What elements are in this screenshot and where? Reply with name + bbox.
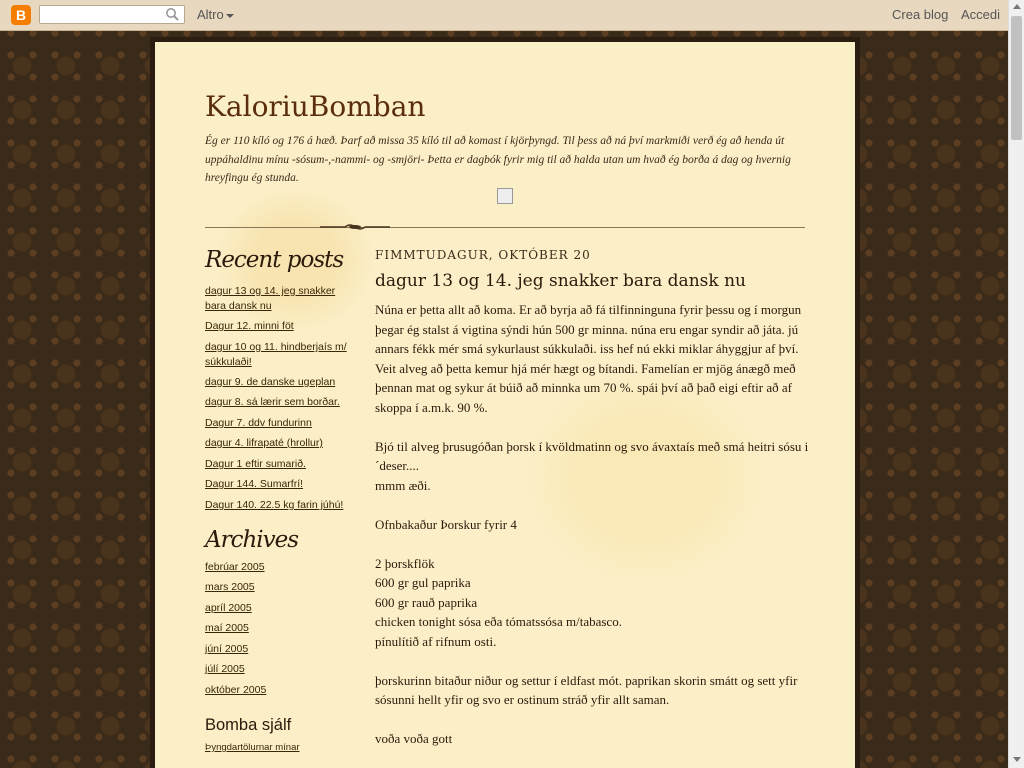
divider-ornament-icon bbox=[320, 223, 390, 231]
post-blank-line bbox=[375, 495, 815, 515]
archive-link[interactable]: júní 2005 bbox=[205, 643, 249, 655]
archive-link[interactable]: maí 2005 bbox=[205, 622, 249, 634]
archive-link[interactable]: mars 2005 bbox=[205, 581, 255, 593]
post-blank-line bbox=[375, 417, 815, 437]
blogger-navbar bbox=[0, 0, 1008, 31]
post-paragraph: 600 gr gul paprika bbox=[375, 575, 471, 590]
sign-in-link[interactable]: Accedi bbox=[961, 7, 1001, 22]
archive-link[interactable]: júlí 2005 bbox=[205, 663, 245, 675]
blog-content bbox=[155, 42, 855, 768]
post-paragraph: Bjó til alveg þrusugóðan þorsk í kvöldmatinn og svo ávaxtaís með smá heitri sósu i´deser.... bbox=[375, 438, 809, 473]
post-date-header: FIMMTUDAGUR, OKTÓBER 20 bbox=[375, 248, 591, 262]
blogger-logo-icon[interactable]: B bbox=[11, 5, 31, 25]
post-paragraph: Núna er þetta allt að koma. Er að byrja að fá tilfinninguna fyrir þessu og í morgun þegar ég stalst á vigtina sýndi hún 500 gr minna. núna eru engar syndir að játa. jú annars fékk mér smá sykurlaust súkkulaði. iss hef nú ekki miklar áhyggjur af því. Veit alveg að þetta kemur hjá mér hægt og bítandi. Famelían er mjög ánægð með þennan mat og sykur át búið að minnka um 70 %. spái því að það eigi eftir að af skoppa í a.m.k. 90 %. bbox=[375, 302, 802, 415]
weight-numbers-link[interactable]: Þyngdartölurnar mínar bbox=[205, 742, 300, 753]
recent-posts-heading: Recent posts bbox=[205, 247, 344, 273]
post-blank-line bbox=[375, 534, 815, 554]
recent-post-link[interactable]: Dagur 12. minni föt bbox=[205, 320, 294, 332]
post-paragraph: Ofnbakaður Þorskur fyrir 4 bbox=[375, 516, 517, 532]
scroll-thumb[interactable] bbox=[1011, 16, 1022, 140]
broken-image-icon bbox=[497, 188, 513, 204]
recent-post-link[interactable]: dagur 4. lifrapaté (hrollur) bbox=[205, 437, 323, 449]
post-paragraph: 600 gr rauð paprika bbox=[375, 594, 478, 610]
post-paragraph: voða voða gott bbox=[375, 731, 453, 746]
recent-post-link[interactable]: dagur 8. sá lærir sem borðar. bbox=[205, 396, 340, 408]
archives-heading: Archives bbox=[205, 527, 299, 553]
search-box bbox=[39, 5, 185, 24]
post-blank-line bbox=[375, 651, 815, 671]
bomba-heading: Bomba sjálf bbox=[205, 716, 292, 734]
search-icon[interactable] bbox=[165, 7, 180, 22]
vertical-scrollbar[interactable] bbox=[1008, 0, 1024, 768]
recent-post-link[interactable]: dagur 10 og 11. hindberjaís m/ súkkulaði! bbox=[205, 341, 347, 368]
recent-post-link[interactable]: Dagur 1 eftir sumarið. bbox=[205, 458, 306, 470]
create-blog-link[interactable]: Crea blog bbox=[892, 7, 949, 22]
recent-post-link[interactable]: Dagur 7. ddv fundurinn bbox=[205, 417, 312, 429]
post-paragraph: pínulítið af rifnum osti. bbox=[375, 633, 497, 649]
post-title[interactable]: dagur 13 og 14. jeg snakker bara dansk nu bbox=[375, 271, 746, 291]
blog-title[interactable]: KaloriuBomban bbox=[205, 90, 426, 123]
recent-post-link[interactable]: Dagur 140. 22.5 kg farin júhú! bbox=[205, 499, 344, 511]
scroll-up-arrow-icon[interactable] bbox=[1013, 4, 1021, 9]
post-paragraph: mmm æði. bbox=[375, 477, 431, 493]
recent-post-link[interactable]: Dagur 144. Sumarfrí! bbox=[205, 478, 304, 490]
archive-link[interactable]: október 2005 bbox=[205, 684, 267, 696]
post-paragraph: chicken tonight sósa eða tómatssósa m/tabasco. bbox=[375, 614, 622, 629]
recent-post-link[interactable]: dagur 13 og 14. jeg snakker bara dansk nu bbox=[205, 285, 336, 312]
more-menu[interactable] bbox=[197, 7, 234, 22]
post-body bbox=[375, 300, 815, 749]
post-paragraph: þorskurinn bitaður niður og settur í eldfast mót. paprikan skorin smátt og sett yfir sósunni hellt yfir og svo er ostinum stráð yfir allt saman. bbox=[375, 672, 798, 707]
more-label: Altro bbox=[197, 7, 224, 22]
header-divider bbox=[205, 227, 805, 228]
blog-description: Ég er 110 kíló og 176 á hæð. Þarf að missa 35 kíló til að komast í kjörþyngd. Til þess að ná því markmiði verð ég að henda út uppáhaldinu mínu -sósum-,-nammi- og -smjöri- Þetta er dagbók fyrir mig til að halda utan um hvað ég borða á dag og hvernig hreyfingu ég stunda. bbox=[205, 135, 791, 184]
recent-post-link[interactable]: dagur 9. de danske ugeplan bbox=[205, 376, 336, 388]
search-input[interactable] bbox=[43, 7, 167, 25]
archive-link[interactable]: febrúar 2005 bbox=[205, 561, 265, 573]
archive-link[interactable]: apríl 2005 bbox=[205, 602, 252, 614]
chevron-down-icon bbox=[226, 14, 234, 18]
post-blank-line bbox=[375, 710, 815, 730]
scroll-down-arrow-icon[interactable] bbox=[1013, 757, 1021, 762]
post-paragraph: 2 þorskflök bbox=[375, 555, 435, 571]
